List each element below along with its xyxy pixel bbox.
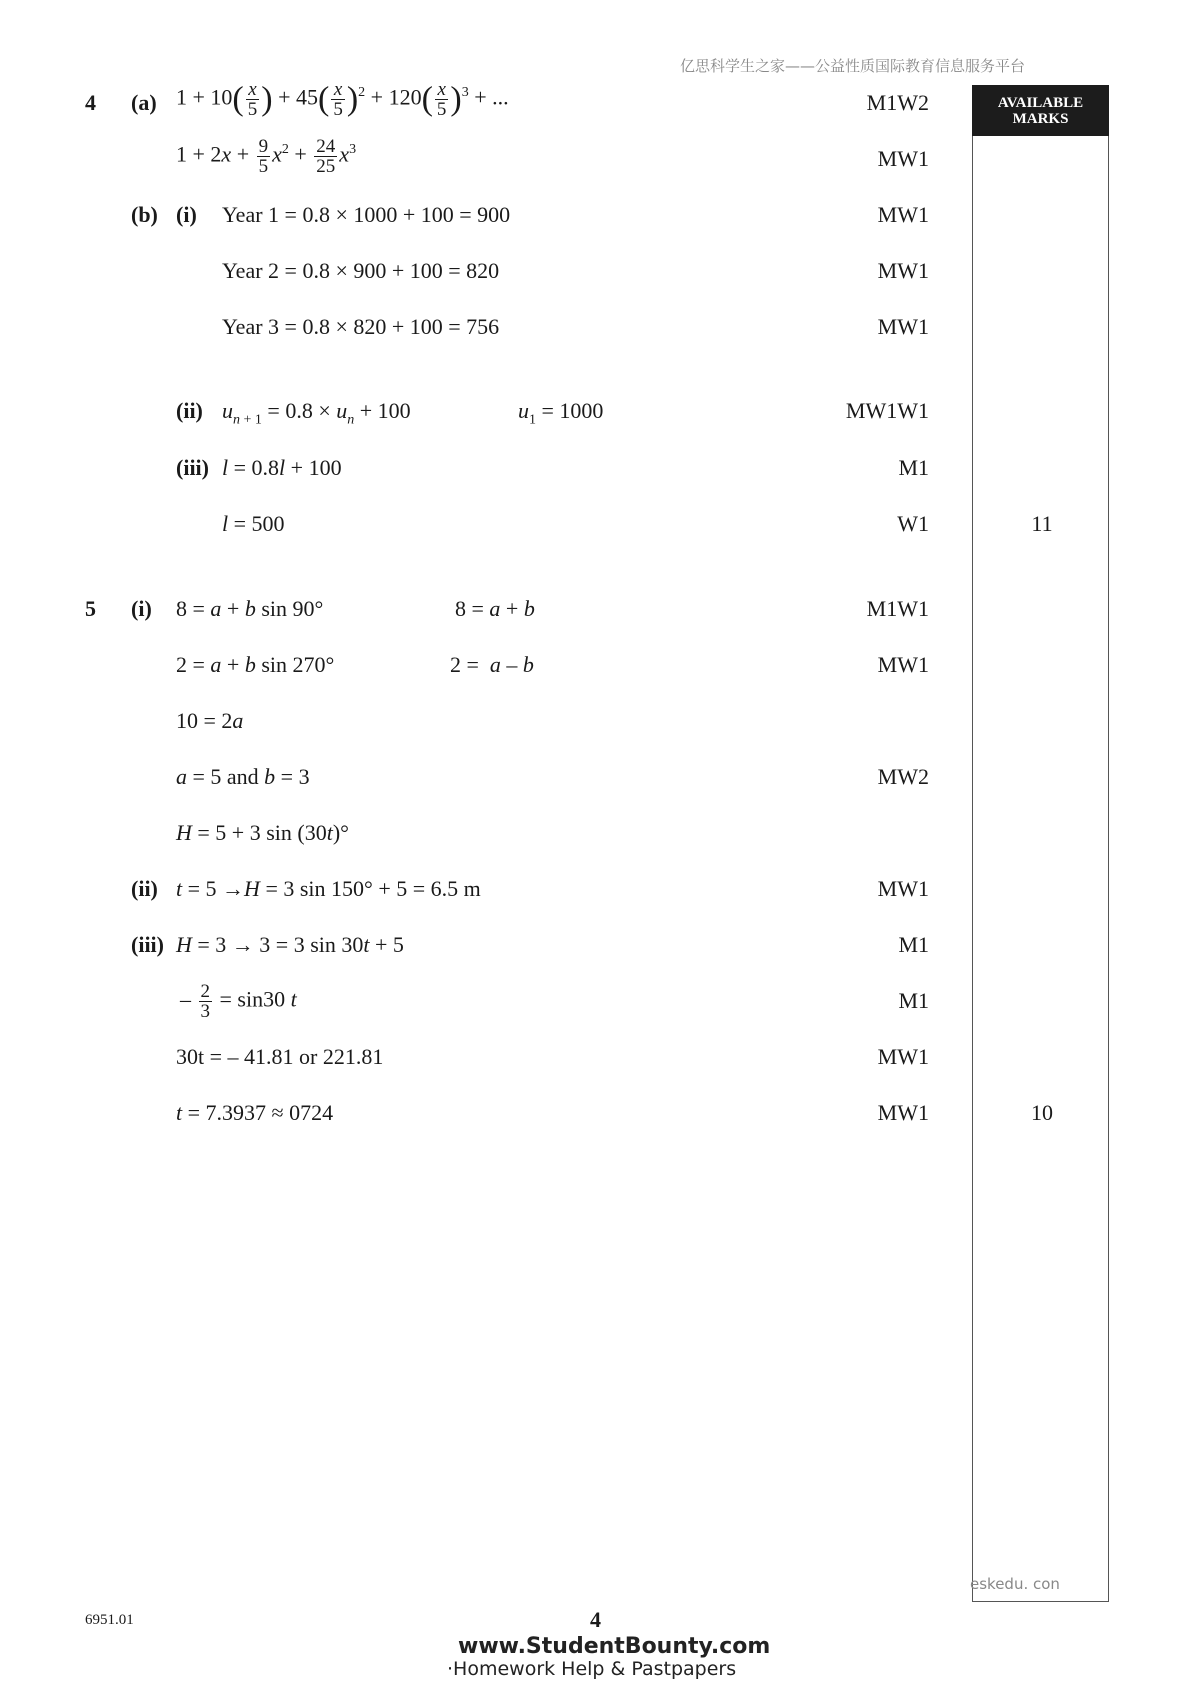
mark-q5iii-line1: M1 [898, 932, 929, 957]
mark-q5iii-line2: M1 [898, 988, 929, 1013]
q4a-expansion-line1: 1 + 10( $\frac{x}{5}$ ) + 45( $\frac{x}{5}$ )$^2$ + 120( $\frac{x}{5}$ )$^3$ + ... [176, 79, 509, 120]
q4b-i-year3: Year 3 = 0.8 × 820 + 100 = 756 [222, 314, 500, 339]
page-number: 4 [590, 1607, 601, 1632]
question-number-5: 5 [85, 596, 96, 621]
part-label-4b: (b) [131, 202, 158, 227]
part-label-5i: (i) [131, 596, 152, 621]
q5iii-line1: H = 3 → 3 = 3 sin 30t + 5 [176, 932, 404, 957]
q4b-i-year1: Year 1 = 0.8 × 1000 + 100 = 900 [222, 202, 511, 227]
q4b-iii-line2: l = 500 [222, 511, 285, 536]
q5i-eq1-simplified: 8 = a + b [455, 596, 535, 621]
q5i-sum: 10 = 2a [176, 708, 244, 733]
q5i-eq2: 2 = a + b sin 270° [176, 652, 335, 677]
q5i-solution: a = 5 and b = 3 [176, 764, 310, 789]
q5i-eq2-simplified: 2 = a – b [450, 652, 534, 677]
mark-q5iii-line4: MW1 [877, 1100, 929, 1125]
mark-q4b-i-year3: MW1 [877, 314, 929, 339]
q5ii-eval: t = 5 →H = 3 sin 150° + 5 = 6.5 m [176, 876, 481, 901]
subpart-label-4b-iii: (iii) [176, 455, 209, 480]
mark-q5i-line4: MW2 [877, 764, 929, 789]
mark-q4b-iii-line2: W1 [897, 511, 929, 536]
mark-q5i-line1: M1W1 [866, 596, 929, 621]
mark-q4b-i-year1: MW1 [877, 202, 929, 227]
q4b-i-year2: Year 2 = 0.8 × 900 + 100 = 820 [222, 258, 500, 283]
part-label-5iii: (iii) [131, 932, 164, 957]
mark-q5i-line2: MW1 [877, 652, 929, 677]
site-header-text: 亿思科学生之家——公益性质国际教育信息服务平台 [680, 57, 1026, 75]
q5i-eq1: 8 = a + b sin 90° [176, 596, 324, 621]
paper-code: 6951.01 [85, 1612, 134, 1628]
q5iii-line3: 30t = – 41.81 or 221.81 [176, 1044, 384, 1069]
question-number-4: 4 [85, 90, 96, 115]
watermark-text: eskedu. con [970, 1575, 1060, 1593]
q4b-ii-recurrence: $u_{n + 1} = 0.8 \times u_n + 100$ [222, 398, 411, 428]
part-label-5ii: (ii) [131, 876, 158, 901]
q4a-expansion-line2: 1 + 2x + $\frac{9}{5}$ $x^2$ + $\frac{24}{25}$ $x^3$ [176, 136, 357, 177]
q5iii-line4: t = 7.3937 ≈ 0724 [176, 1100, 334, 1125]
studentbounty-tagline: ·Homework Help & Pastpapers [447, 1658, 737, 1680]
available-marks-q5: 10 [1031, 1100, 1053, 1125]
q4b-ii-initial: $u_1 = 1000$ [518, 398, 604, 428]
available-marks-heading: AVAILABLE MARKS [972, 85, 1109, 136]
part-label-4a: (a) [131, 90, 157, 115]
q5iii-line2: – $\frac{2}{3}$ = sin30 t [180, 981, 297, 1022]
subpart-label-4b-i: (i) [176, 202, 197, 227]
mark-q5iii-line3: MW1 [877, 1044, 929, 1069]
q4b-iii-line1: l = 0.8l + 100 [222, 455, 342, 480]
mark-q4b-i-year2: MW1 [877, 258, 929, 283]
mark-q5ii: MW1 [877, 876, 929, 901]
studentbounty-link[interactable]: www.StudentBounty.com [458, 1634, 771, 1659]
mark-q4b-iii-line1: M1 [898, 455, 929, 480]
subpart-label-4b-ii: (ii) [176, 398, 203, 423]
mark-q4b-ii: MW1W1 [845, 398, 929, 423]
mark-q4a-line2: MW1 [877, 146, 929, 171]
q5i-model: H = 5 + 3 sin (30t)° [176, 820, 349, 845]
mark-q4a-line1: M1W2 [866, 90, 929, 115]
available-marks-column [972, 85, 1109, 1602]
available-marks-q4: 11 [1031, 511, 1053, 536]
